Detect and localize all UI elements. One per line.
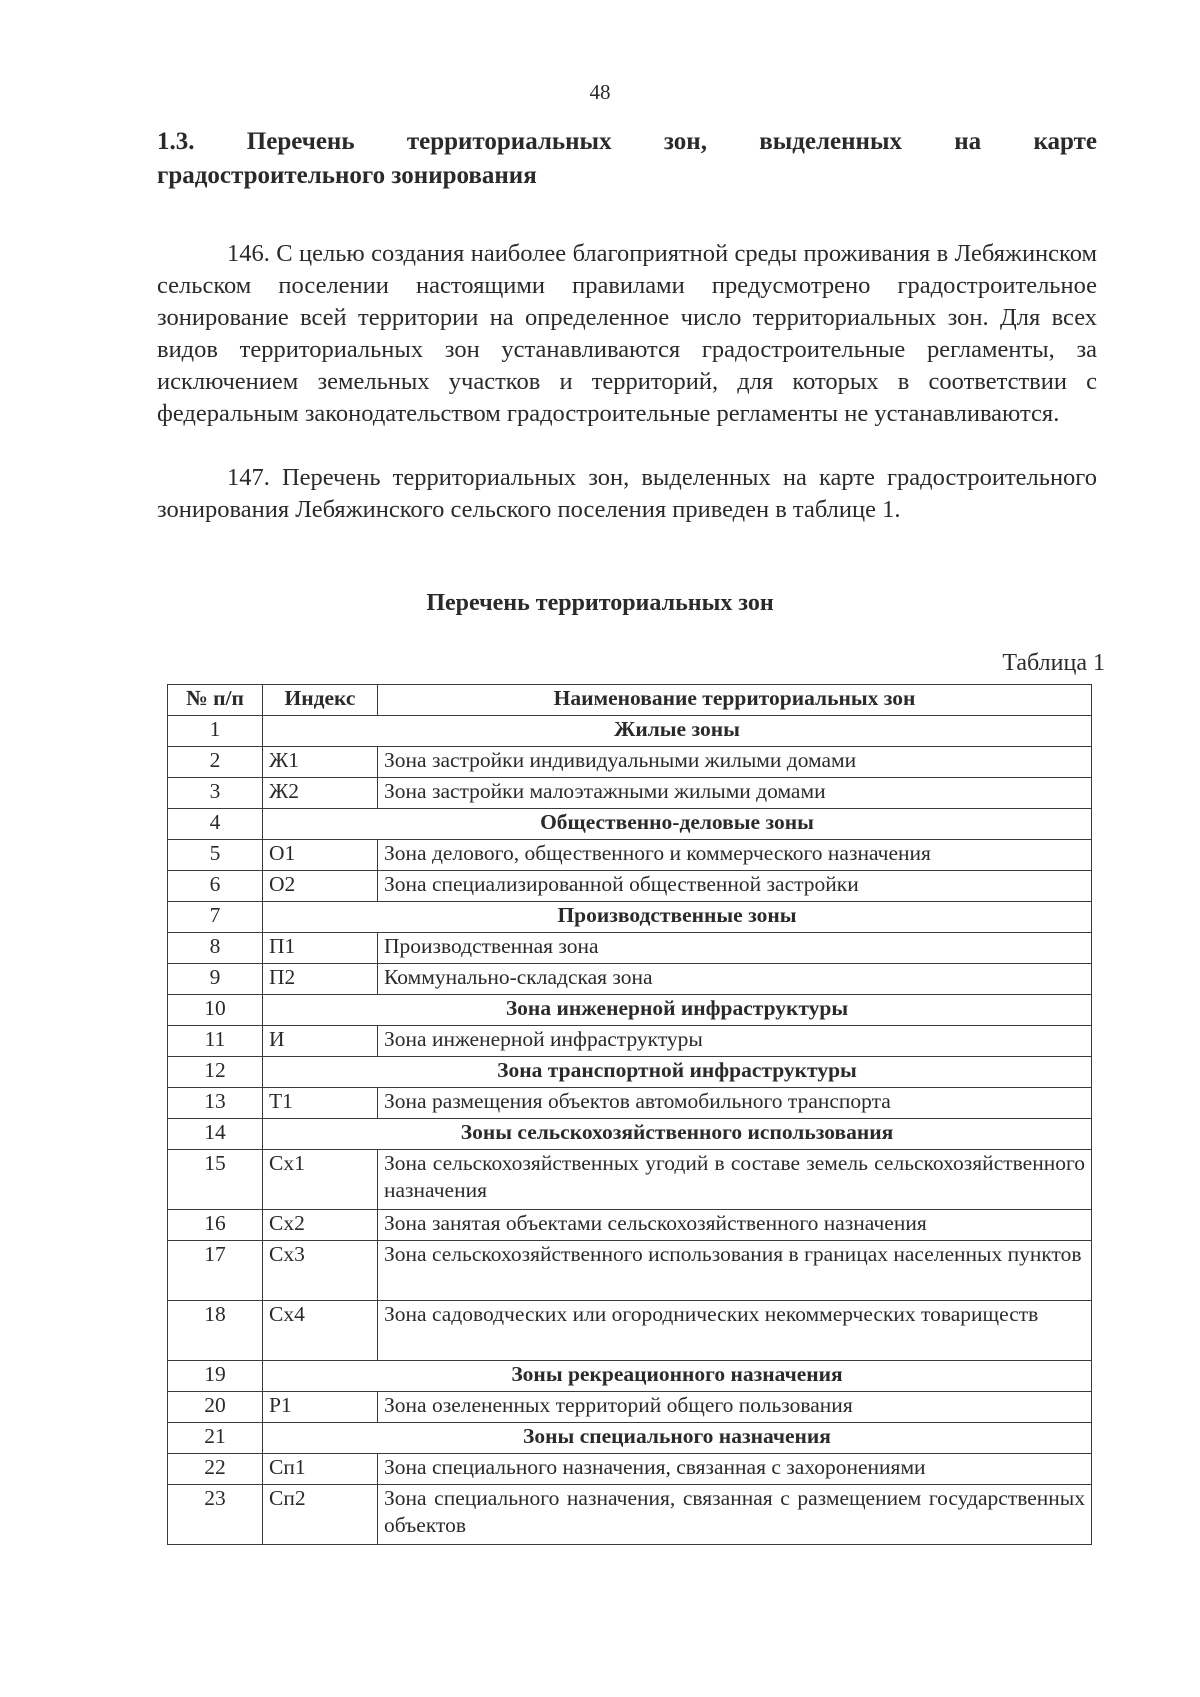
row-number: 23: [168, 1485, 263, 1545]
table-row: [168, 1150, 1092, 1210]
heading-word: 1.3.: [157, 128, 195, 155]
group-title: Зона инженерной инфраструктуры: [263, 995, 1092, 1026]
group-title: Общественно-деловые зоны: [263, 809, 1092, 840]
table-group-row: [168, 1423, 1092, 1454]
row-number: 8: [168, 933, 263, 964]
table-group-row: [168, 1057, 1092, 1088]
zone-name: Зона делового, общественного и коммерческого назначения: [378, 840, 1092, 871]
table-group-row: [168, 1119, 1092, 1150]
zone-name: Производственная зона: [378, 933, 1092, 964]
header-name: Наименование территориальных зон: [378, 685, 1092, 716]
zone-name: Коммунально-складская зона: [378, 964, 1092, 995]
row-number: 21: [168, 1423, 263, 1454]
zone-name: Зона озелененных территорий общего пользования: [378, 1392, 1092, 1423]
section-heading: [157, 125, 1097, 193]
zone-name: Зона специального назначения, связанная с захоронениями: [378, 1454, 1092, 1485]
group-title: Жилые зоны: [263, 716, 1092, 747]
group-title: Зона транспортной инфраструктуры: [263, 1057, 1092, 1088]
group-title: Зоны сельскохозяйственного использования: [263, 1119, 1092, 1150]
row-number: 18: [168, 1301, 263, 1361]
zone-index: О1: [263, 840, 378, 871]
zone-index: Ж2: [263, 778, 378, 809]
zones-table: [167, 684, 1092, 1545]
row-number: 22: [168, 1454, 263, 1485]
zone-index: И: [263, 1026, 378, 1057]
zone-name: Зона застройки индивидуальными жилыми домами: [378, 747, 1092, 778]
zone-index: Сх1: [263, 1150, 378, 1210]
paragraph-146-text: 146. С целью создания наиболее благоприятной среды проживания в Лебяжинском сельском поселении настоящими правилами предусмотрено градостроительное зонирование всей территории на определенное число территориальных зон. Для всех видов территориальных зон устанавливаются градостроительные регламенты, за исключением земельных участков и территорий, для которых в соответствии с федеральным законодательством градостроительные регламенты не устанавливаются.: [157, 240, 1097, 427]
row-number: 1: [168, 716, 263, 747]
row-number: 11: [168, 1026, 263, 1057]
row-number: 7: [168, 902, 263, 933]
table-row: [168, 778, 1092, 809]
zone-index: Р1: [263, 1392, 378, 1423]
row-number: 12: [168, 1057, 263, 1088]
table-title: Перечень территориальных зон: [426, 590, 774, 616]
header-number: № п/п: [168, 685, 263, 716]
zone-index: Сх2: [263, 1210, 378, 1241]
page-number: 48: [589, 80, 611, 104]
zone-index: Ж1: [263, 747, 378, 778]
table-row: [168, 1088, 1092, 1119]
zone-index: П1: [263, 933, 378, 964]
zone-index: Сп1: [263, 1454, 378, 1485]
zone-index: Т1: [263, 1088, 378, 1119]
zone-index: П2: [263, 964, 378, 995]
zone-name: Зона инженерной инфраструктуры: [378, 1026, 1092, 1057]
heading-word: Перечень: [246, 128, 355, 155]
table-row: [168, 1026, 1092, 1057]
group-title: Зоны рекреационного назначения: [263, 1361, 1092, 1392]
paragraph-147-text: 147. Перечень территориальных зон, выделенных на карте градостроительного зонирования Лебяжинского сельского поселения приведен в таблице 1.: [157, 464, 1097, 523]
zone-index: Сх3: [263, 1241, 378, 1301]
row-number: 10: [168, 995, 263, 1026]
zone-name: Зона специального назначения, связанная с размещением государственных объектов: [378, 1485, 1092, 1545]
row-number: 14: [168, 1119, 263, 1150]
row-number: 15: [168, 1150, 263, 1210]
table-row: [168, 933, 1092, 964]
row-number: 17: [168, 1241, 263, 1301]
zone-name: Зона сельскохозяйственного использования в границах населенных пунктов: [378, 1241, 1092, 1301]
table-row: [168, 1241, 1092, 1301]
row-number: 20: [168, 1392, 263, 1423]
table-group-row: [168, 995, 1092, 1026]
table-group-row: [168, 716, 1092, 747]
row-number: 9: [168, 964, 263, 995]
row-number: 4: [168, 809, 263, 840]
table-row: [168, 747, 1092, 778]
table-group-row: [168, 1361, 1092, 1392]
section-heading-line1: [157, 125, 1097, 159]
table-row: [168, 1454, 1092, 1485]
table-row: [168, 1210, 1092, 1241]
heading-word: карте: [1033, 128, 1097, 155]
zone-name: Зона сельскохозяйственных угодий в составе земель сельскохозяйственного назначения: [378, 1150, 1092, 1210]
table-row: [168, 1392, 1092, 1423]
paragraph-147: [157, 462, 1097, 526]
row-number: 2: [168, 747, 263, 778]
header-index: Индекс: [263, 685, 378, 716]
heading-word: выделенных: [759, 128, 902, 155]
zone-index: Сх4: [263, 1301, 378, 1361]
row-number: 13: [168, 1088, 263, 1119]
table-row: [168, 840, 1092, 871]
table-group-row: [168, 902, 1092, 933]
row-number: 3: [168, 778, 263, 809]
table-group-row: [168, 809, 1092, 840]
section-heading-line2: градостроительного зонирования: [157, 162, 537, 189]
table-row: [168, 964, 1092, 995]
zone-name: Зона специализированной общественной застройки: [378, 871, 1092, 902]
group-title: Зоны специального назначения: [263, 1423, 1092, 1454]
group-title: Производственные зоны: [263, 902, 1092, 933]
paragraph-146: [157, 238, 1097, 430]
table-row: [168, 1485, 1092, 1545]
table-label: Таблица 1: [1002, 650, 1105, 676]
heading-word: на: [954, 128, 982, 155]
zone-name: Зона занятая объектами сельскохозяйственного назначения: [378, 1210, 1092, 1241]
zone-name: Зона размещения объектов автомобильного транспорта: [378, 1088, 1092, 1119]
zone-name: Зона застройки малоэтажными жилыми домами: [378, 778, 1092, 809]
table-header-row: [168, 685, 1092, 716]
row-number: 5: [168, 840, 263, 871]
table-row: [168, 1301, 1092, 1361]
zone-index: О2: [263, 871, 378, 902]
row-number: 6: [168, 871, 263, 902]
table-row: [168, 871, 1092, 902]
zone-index: Сп2: [263, 1485, 378, 1545]
row-number: 19: [168, 1361, 263, 1392]
heading-word: зон,: [663, 128, 707, 155]
row-number: 16: [168, 1210, 263, 1241]
heading-word: территориальных: [406, 128, 612, 155]
zone-name: Зона садоводческих или огороднических некоммерческих товариществ: [378, 1301, 1092, 1361]
